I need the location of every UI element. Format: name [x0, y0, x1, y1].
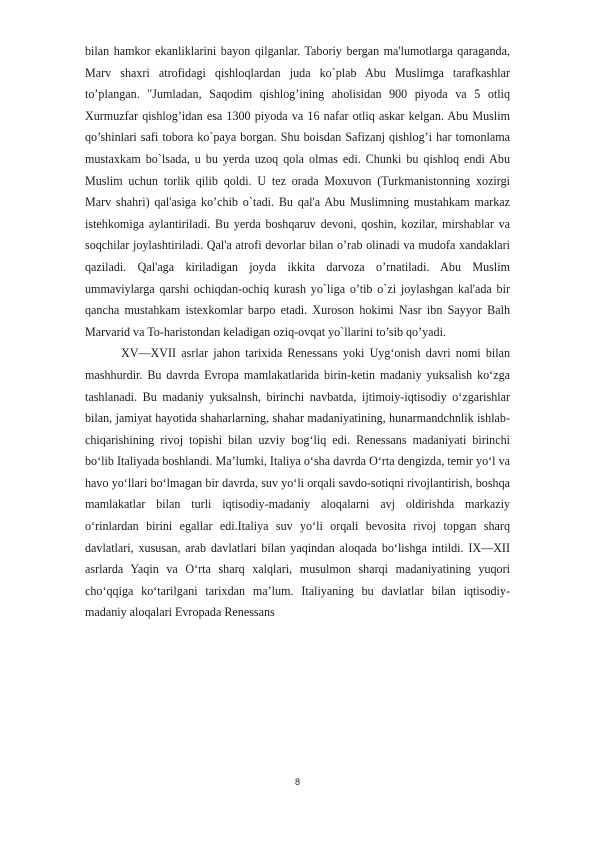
paragraph-renaissance: XV—XVII asrlar jahon tarixida Renessans yoki Uyg‘onish davri nomi bilan mashhurdir. Bu davrda Evropa mamlakatlarida birin-ketin madaniy yuksalish ko‘zga tashlanadi. Bu madaniy yuksalnsh, birinchi navbatda, ijtimoiy-iqtisodiy o‘zgarishlar bilan, jamiyat hayotida shaharlarning, shahar madaniyatining, hunarmandchnlik ishlab-chiqarishining rivoj topishi bilan uzviy bog‘liq edi. Renessans madaniyati birinchi bo‘lib Italiyada boshlandi. Ma’lumki, Italiya o‘sha davrda O‘rta dengizda, temir yo‘l va havo yo‘llari bo‘lmagan bir davrda, suv yo‘li orqali savdo-sotiqni rivojlantirish, boshqa mamlakatlar bilan turli iqtisodiy-madaniy aloqalarni avj oldirishda markaziy o‘rinlardan birini egallar edi.Italiya suv yo‘li orqali bevosita rivoj topgan sharq davlatlari, xususan, arab davlatlari bilan yaqindan aloqada bo‘lishga intildi. IX—XII asrlarda Yaqin va O‘rta sharq xalqlari, musulmon sharqi madaniyatining yuqori cho‘qqiga ko‘tarilgani tarixdan ma’lum. Italiyaning bu davlatlar bilan iqtisodiy-madaniy aloqalari Evropada Renessans — [85, 346, 510, 620]
document-page — [85, 41, 510, 624]
paragraph-abu-muslim: bilan hamkor ekanliklarini bayon qilganlar. Taboriy bergan ma'lumotlarga qaraganda, Marv shaxri atrofidagi qishloqlardan juda ko`plab Abu Muslimga tarafkashlar to’plangan. "Jumladan, Saqodim qishlog’ining aholisidan 900 piyoda va 5 otliq Xurmuzfar qishlog’idan esa 1300 piyoda va 16 nafar otliq askar kelgan. Abu Muslim qo’shinlari safi tobora ko`paya borgan. Shu boisdan Safizanj qishlog’i har tomonlama mustaxkam bo`lsada, u bu yerda uzoq qola olmas edi. Chunki bu qishloq endi Abu Muslim uchun torlik qilib qoldi. U tez orada Moxuvon (Turkmanistonning xozirgi Marv shahri) qal'asiga ko’chib o`tadi. Bu qal'a Abu Muslimning mustahkam markaz istehkomiga aylantiriladi. Bu yerda boshqaruv devoni, qoshin, kozilar, mirshablar va soqchilar joylashtiriladi. Qal'a atrofi devorlar bilan o’rab olinadi va mudofa xandaklari qaziladi. Qal'aga kiriladigan joyda ikkita darvoza o’rnatiladi. Abu Muslim ummaviylarga qarshi ochiqdan-ochiq kurash yo`liga o’tib o`zi joylashgan kal'ada bir qancha mustahkam istexkomlar barpo etadi. Xuroson hokimi Nasr ibn Sayyor Balh Marvarid va To-haristondan keladigan oziq-ovqat yo`llarini to’sib qo’yadi. — [85, 44, 510, 339]
page-number: 8 — [294, 777, 300, 787]
